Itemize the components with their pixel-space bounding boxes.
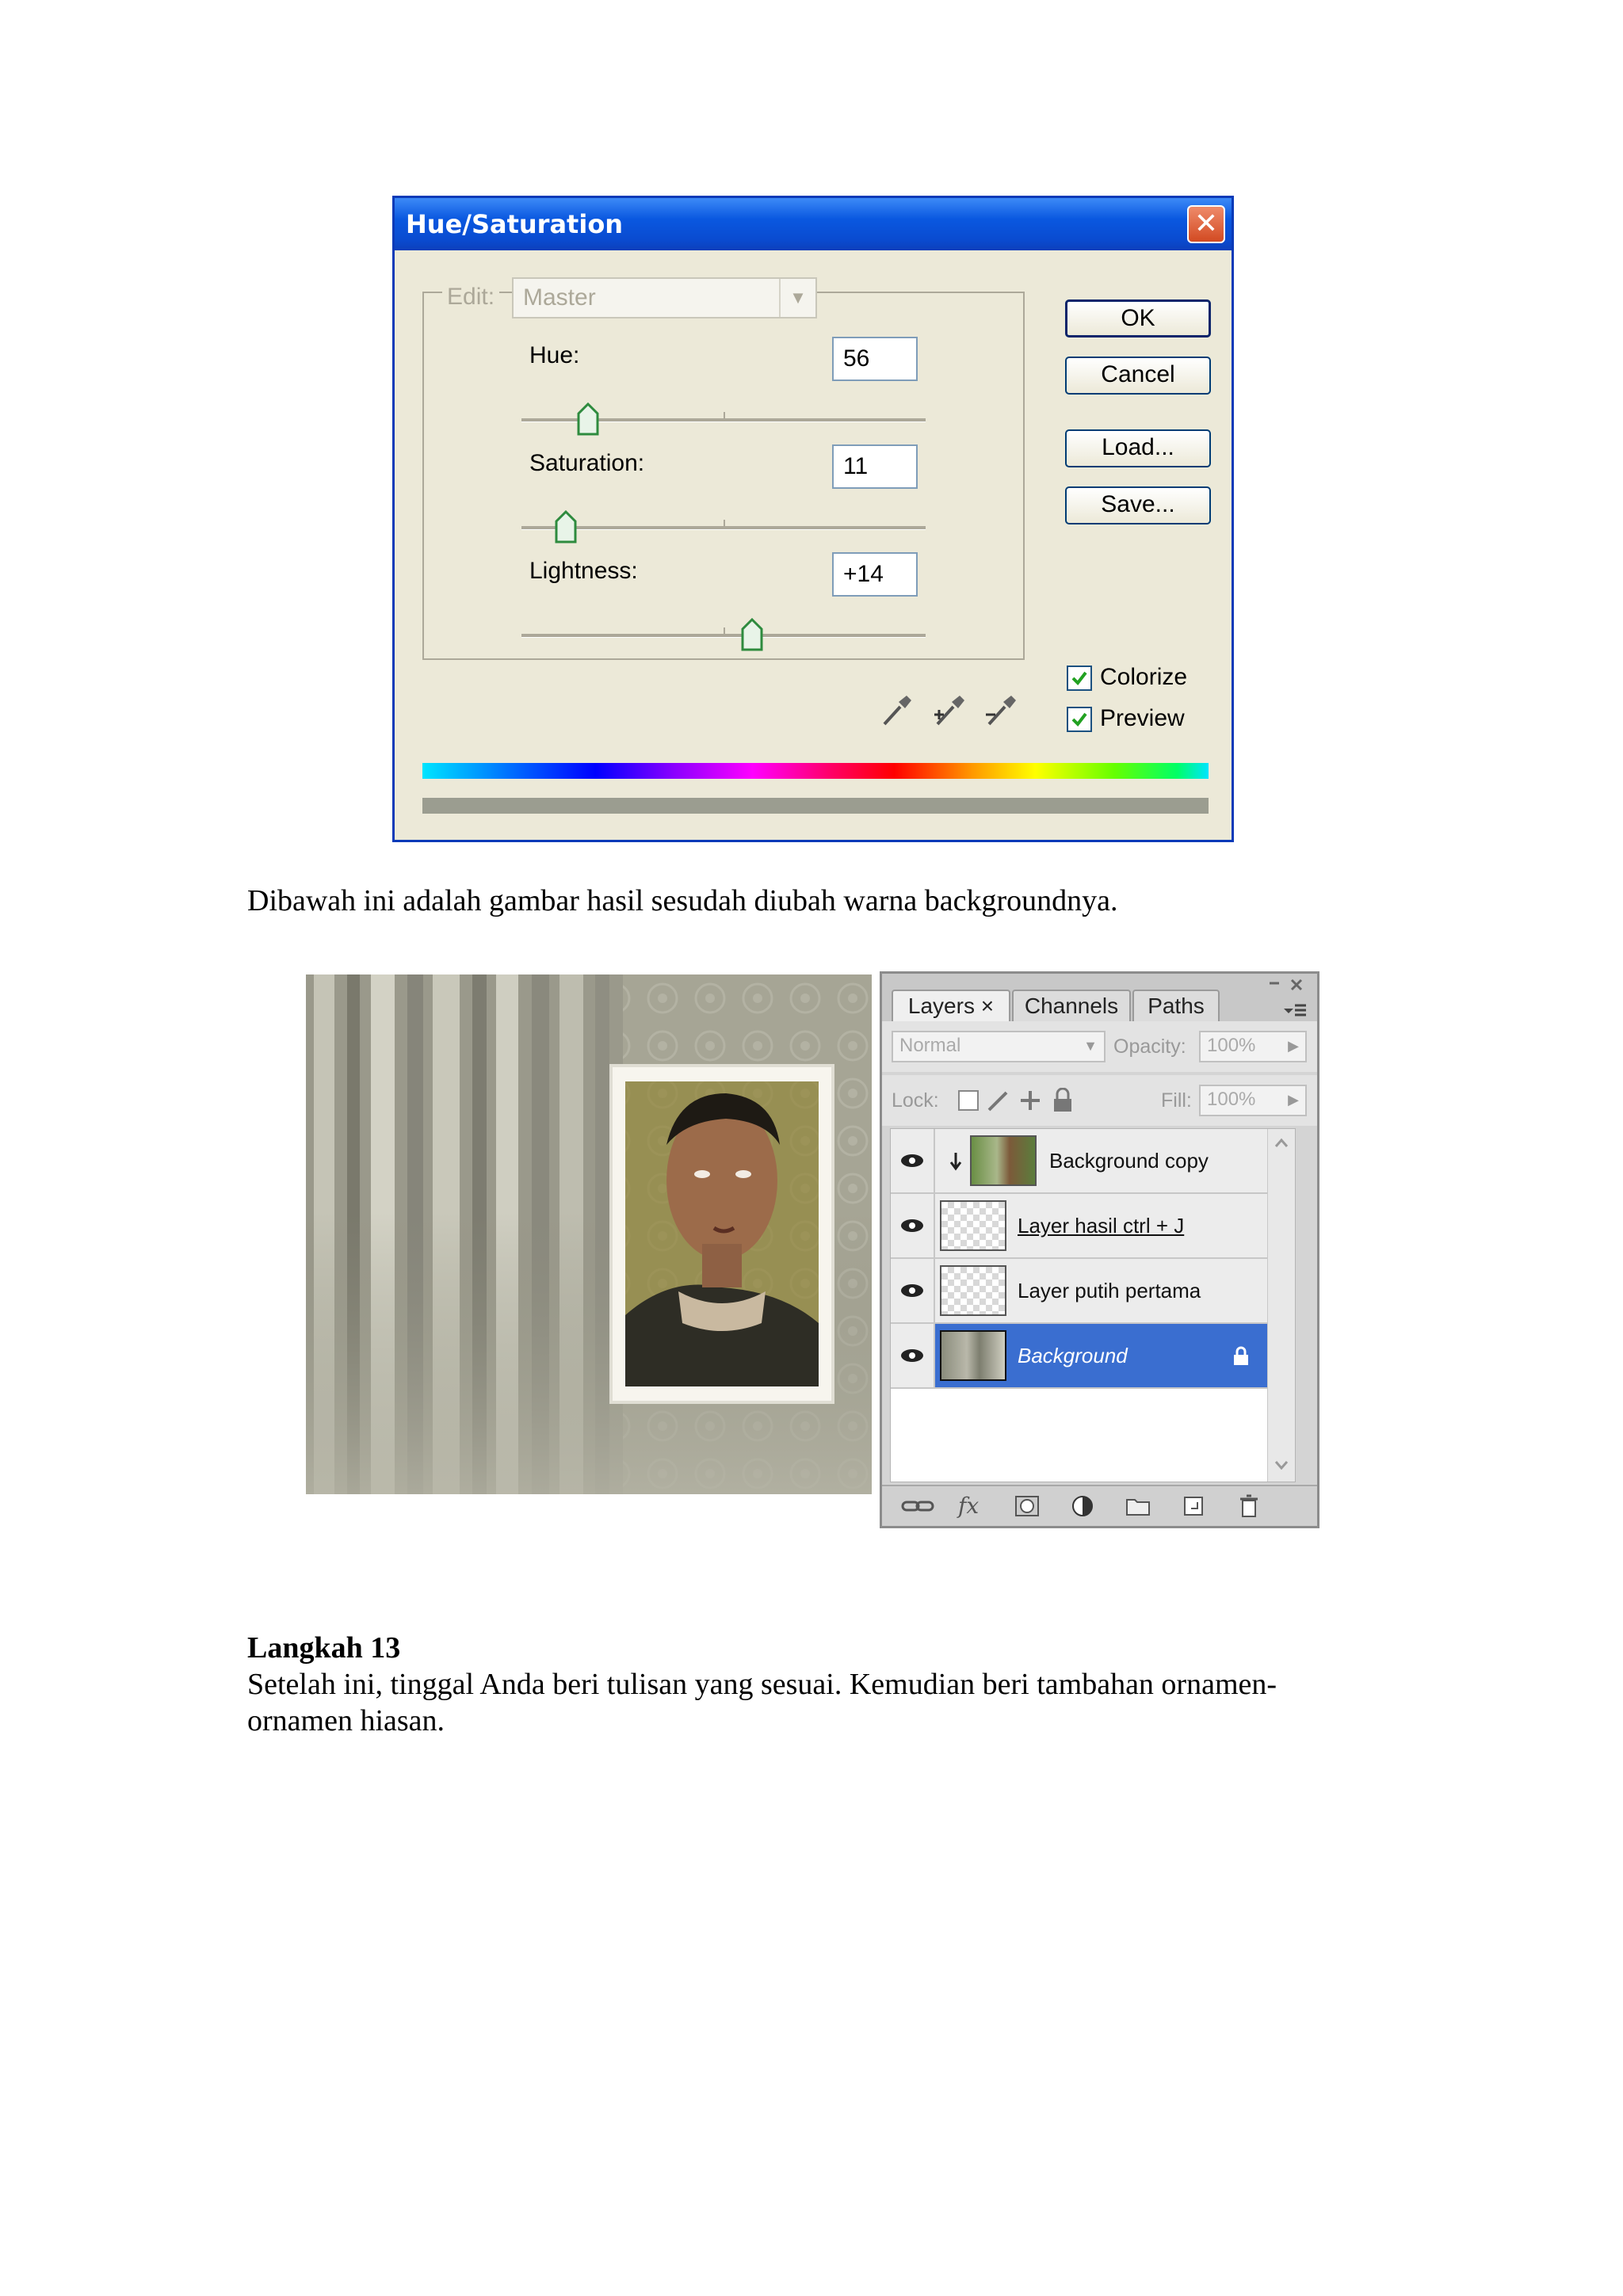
layer-thumbnail (940, 1265, 1006, 1316)
fill-input[interactable] (1199, 1085, 1307, 1116)
hue-slider-thumb[interactable] (577, 402, 599, 436)
layer-hasil-ctrl-j[interactable] (891, 1194, 1295, 1259)
eye-icon[interactable] (891, 1324, 935, 1387)
ok-button[interactable]: OK (1065, 299, 1211, 338)
close-icon[interactable]: ✕ (1187, 205, 1225, 243)
eye-icon[interactable] (891, 1259, 935, 1322)
blend-opacity-row (882, 1021, 1317, 1072)
step-body-line-2: ornamen hiasan. (247, 1704, 445, 1737)
fill-value: 100% (1207, 1089, 1256, 1110)
result-color-bar (422, 798, 1209, 814)
opacity-label: Opacity: (1113, 1035, 1186, 1058)
folder-icon[interactable] (1125, 1493, 1151, 1520)
colorize-checkbox[interactable] (1067, 666, 1092, 691)
settings-group (422, 292, 1025, 660)
link-icon[interactable] (899, 1493, 938, 1520)
lightness-slider-thumb[interactable] (741, 618, 763, 651)
layer-name: Layer hasil ctrl + J (1018, 1214, 1185, 1238)
saturation-slider-thumb[interactable] (555, 510, 577, 543)
edit-label: Edit: (442, 284, 499, 311)
saturation-slider-tick (724, 520, 725, 528)
hue-label: Hue: (529, 342, 580, 368)
saturation-input[interactable]: 11 (832, 444, 918, 489)
caption-text: Dibawah ini adalah gambar hasil sesudah diubah warna backgroundnya. (247, 884, 1118, 917)
new-layer-icon[interactable] (1180, 1493, 1207, 1520)
fill-label: Fill: (1161, 1089, 1192, 1112)
hue-saturation-dialog (392, 196, 1234, 842)
opacity-value: 100% (1207, 1035, 1256, 1056)
dialog-title: Hue/Saturation (395, 198, 1232, 250)
hue-input[interactable]: 56 (832, 337, 918, 381)
hue-slider-tick (724, 412, 725, 420)
eye-icon[interactable] (891, 1194, 935, 1257)
layer-name: Background (1018, 1344, 1128, 1367)
close-icon[interactable]: × (980, 994, 995, 1018)
preview-label: Preview (1100, 705, 1185, 731)
eyedropper-icon[interactable] (876, 691, 916, 730)
step-body-line-1: Setelah ini, tinggal Anda beri tulisan yang sesuai. Kemudian beri tambahan ornamen- (247, 1668, 1277, 1701)
layer-thumbnail (940, 1330, 1006, 1381)
layer-background-copy[interactable] (891, 1129, 1295, 1194)
lock-label: Lock: (892, 1089, 939, 1112)
blend-mode-value: Normal (899, 1035, 961, 1056)
layers-list (890, 1128, 1296, 1482)
blend-mode-select[interactable] (892, 1031, 1106, 1062)
trash-icon[interactable] (1235, 1493, 1262, 1520)
mask-icon[interactable] (1014, 1493, 1041, 1520)
layer-name: Background copy (1049, 1149, 1209, 1173)
step-heading: Langkah 13 (247, 1631, 401, 1665)
tab-layers[interactable] (892, 990, 1010, 1021)
layers-panel (880, 971, 1319, 1528)
layer-name: Layer putih pertama (1018, 1279, 1201, 1302)
layer-thumbnail (940, 1200, 1006, 1251)
chevron-right-icon: ▶ (1288, 1038, 1299, 1054)
load-button[interactable]: Load... (1065, 429, 1211, 467)
check-icon (1068, 708, 1090, 730)
layer-background[interactable] (891, 1324, 1295, 1389)
tab-layers-label: Layers (907, 994, 975, 1018)
eyedropper-minus-icon[interactable] (981, 691, 1021, 730)
lightness-slider-tick (724, 627, 725, 635)
panel-bottom-toolbar (882, 1485, 1317, 1526)
edit-select-value: Master (523, 284, 596, 311)
panel-tab-bar (882, 974, 1317, 1021)
opacity-input[interactable] (1199, 1031, 1307, 1062)
layers-scrollbar[interactable] (1267, 1129, 1295, 1482)
save-button[interactable]: Save... (1065, 486, 1211, 524)
chevron-right-icon: ▶ (1288, 1092, 1299, 1108)
preview-checkbox[interactable] (1067, 707, 1092, 732)
eye-icon[interactable] (891, 1129, 935, 1192)
lock-icons[interactable] (957, 1088, 1092, 1113)
cancel-button[interactable]: Cancel (1065, 357, 1211, 395)
lightness-input[interactable]: +14 (832, 552, 918, 597)
clipping-arrow-icon (948, 1151, 962, 1172)
colorize-label: Colorize (1100, 664, 1188, 690)
chevron-down-icon: ▼ (1083, 1038, 1098, 1054)
fx-icon[interactable]: fx (958, 1493, 980, 1519)
saturation-label: Saturation: (529, 450, 645, 476)
lock-icon (1232, 1346, 1251, 1367)
layer-thumbnail (970, 1135, 1037, 1186)
edit-select[interactable] (512, 277, 817, 318)
layer-putih-pertama[interactable] (891, 1259, 1295, 1324)
lightness-label: Lightness: (529, 558, 638, 584)
color-spectrum-bar (422, 763, 1209, 779)
check-icon (1068, 667, 1090, 689)
lock-fill-row (882, 1075, 1317, 1126)
result-photo (306, 974, 872, 1494)
adjustment-icon[interactable] (1069, 1493, 1096, 1520)
chevron-down-icon: ▼ (779, 279, 815, 317)
tab-paths[interactable]: Paths (1132, 990, 1220, 1021)
tab-channels[interactable]: Channels (1012, 990, 1131, 1021)
eyedropper-plus-icon[interactable] (930, 691, 969, 730)
panel-menu-icon[interactable] (1265, 977, 1309, 1020)
